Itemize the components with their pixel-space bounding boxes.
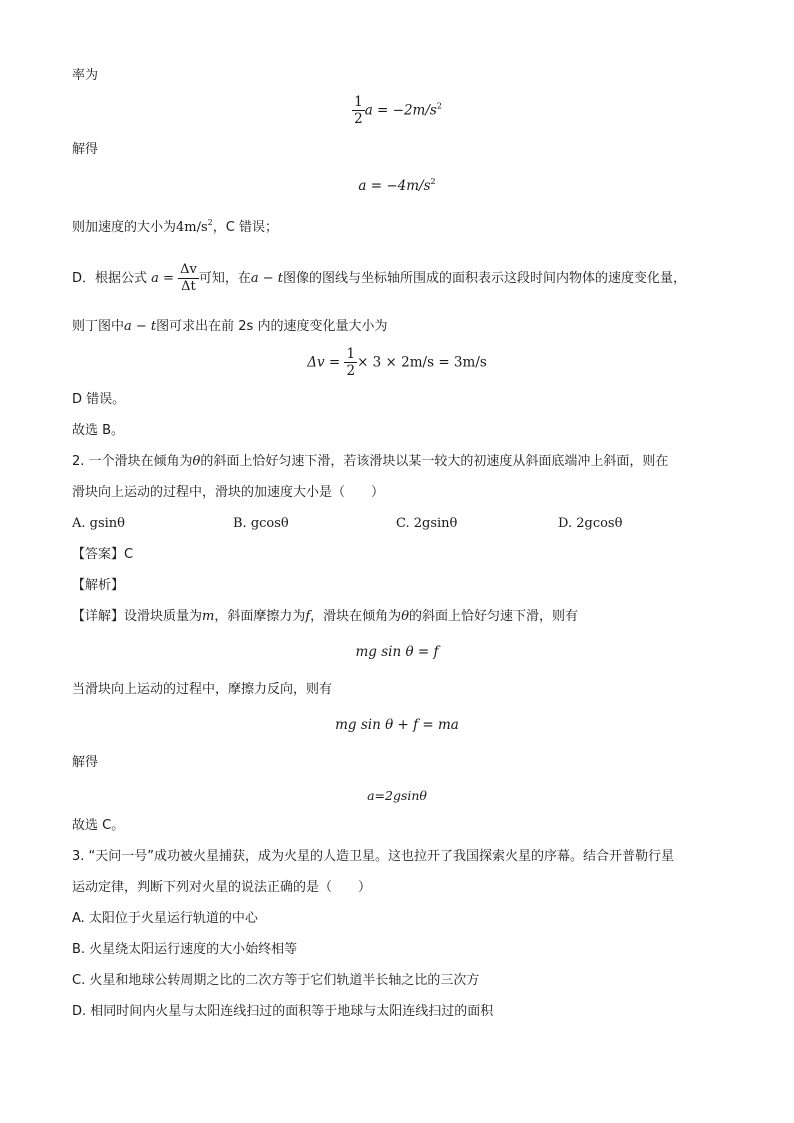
text-accel-magnitude: 则加速度的大小为$4m/s^2$，C 错误； bbox=[72, 218, 278, 235]
question-2-line-2: 滑块向上运动的过程中，滑块的加速度大小是（ ） bbox=[72, 485, 385, 500]
question-3-line-2: 运动定律，判断下列对火星的说法正确的是（ ） bbox=[72, 880, 372, 895]
text-rate-is: 率为 bbox=[72, 68, 99, 83]
formula-mg-sin-plus-f: mg sin θ + f = ma bbox=[335, 717, 459, 733]
text-solve-2: 解得 bbox=[72, 755, 99, 770]
formula-a-2gsin: a=2gsinθ bbox=[367, 788, 427, 803]
q2-option-b: B. gcosθ bbox=[233, 516, 289, 531]
text-up-motion: 当滑块向上运动的过程中，摩擦力反向，则有 bbox=[72, 682, 333, 697]
q3-option-d: D. 相同时间内火星与太阳连线扫过的面积等于地球与太阳连线扫过的面积 bbox=[72, 1004, 494, 1019]
question-2-line-1: 2. 一个滑块在倾角为θ的斜面上恰好匀速下滑，若该滑块以某一较大的初速度从斜面底端冲上斜面，则在 bbox=[72, 454, 669, 469]
formula-delta-v: Δv = $\frac{1}{2}$ × 3 × 2m/s = 3m/s bbox=[307, 346, 487, 379]
text-choose-c: 故选 C。 bbox=[72, 818, 125, 833]
fraction-dv-dt: $\frac{\Delta v}{\Delta t}$ bbox=[180, 262, 197, 294]
text-choose-b: 故选 B。 bbox=[72, 423, 125, 438]
formula-half-a: $\frac{1}{2}$ $a = -2m/s^2$ bbox=[354, 94, 442, 127]
text-figure-ding: 则丁图中a − t图可求出在前 2s 内的速度变化量大小为 bbox=[72, 319, 388, 334]
q3-option-c: C. 火星和地球公转周期之比的二次方等于它们轨道半长轴之比的三次方 bbox=[72, 973, 480, 988]
q2-option-a: A. gsinθ bbox=[72, 516, 126, 531]
q3-option-a: A. 太阳位于火星运行轨道的中心 bbox=[72, 911, 258, 926]
fraction-one-half: $\frac{1}{2}$ bbox=[354, 94, 363, 127]
analysis-label: 【解析】 bbox=[72, 578, 125, 593]
formula-a-minus4: $a = -4m/s^2$ bbox=[358, 177, 436, 194]
text-solve-1: 解得 bbox=[72, 142, 99, 157]
detail-line: 【详解】设滑块质量为m，斜面摩擦力为f，滑块在倾角为θ的斜面上恰好匀速下滑，则有 bbox=[72, 609, 579, 624]
formula-mg-sin-f: mg sin θ = f bbox=[355, 644, 439, 660]
answer-label: 【答案】C bbox=[72, 547, 134, 562]
q2-option-c: C. 2gsinθ bbox=[396, 516, 458, 531]
q2-option-d: D. 2gcosθ bbox=[558, 516, 623, 531]
text-option-d-formula: D．根据公式 a = $\frac{\Delta v}{\Delta t}$ 可知，在a − t图像的图线与坐标轴所围成的面积表示这段时间内物体的速度变化量， bbox=[72, 262, 686, 294]
question-3-line-1: 3. “天问一号”成功被火星捕获，成为火星的人造卫星。这也拉开了我国探索火星的序幕。结合开普勒行星 bbox=[72, 849, 675, 864]
fraction-one-half-2: $\frac{1}{2}$ bbox=[346, 346, 356, 379]
q3-option-b: B. 火星绕太阳运行速度的大小始终相等 bbox=[72, 942, 298, 957]
text-d-wrong: D 错误。 bbox=[72, 392, 126, 407]
